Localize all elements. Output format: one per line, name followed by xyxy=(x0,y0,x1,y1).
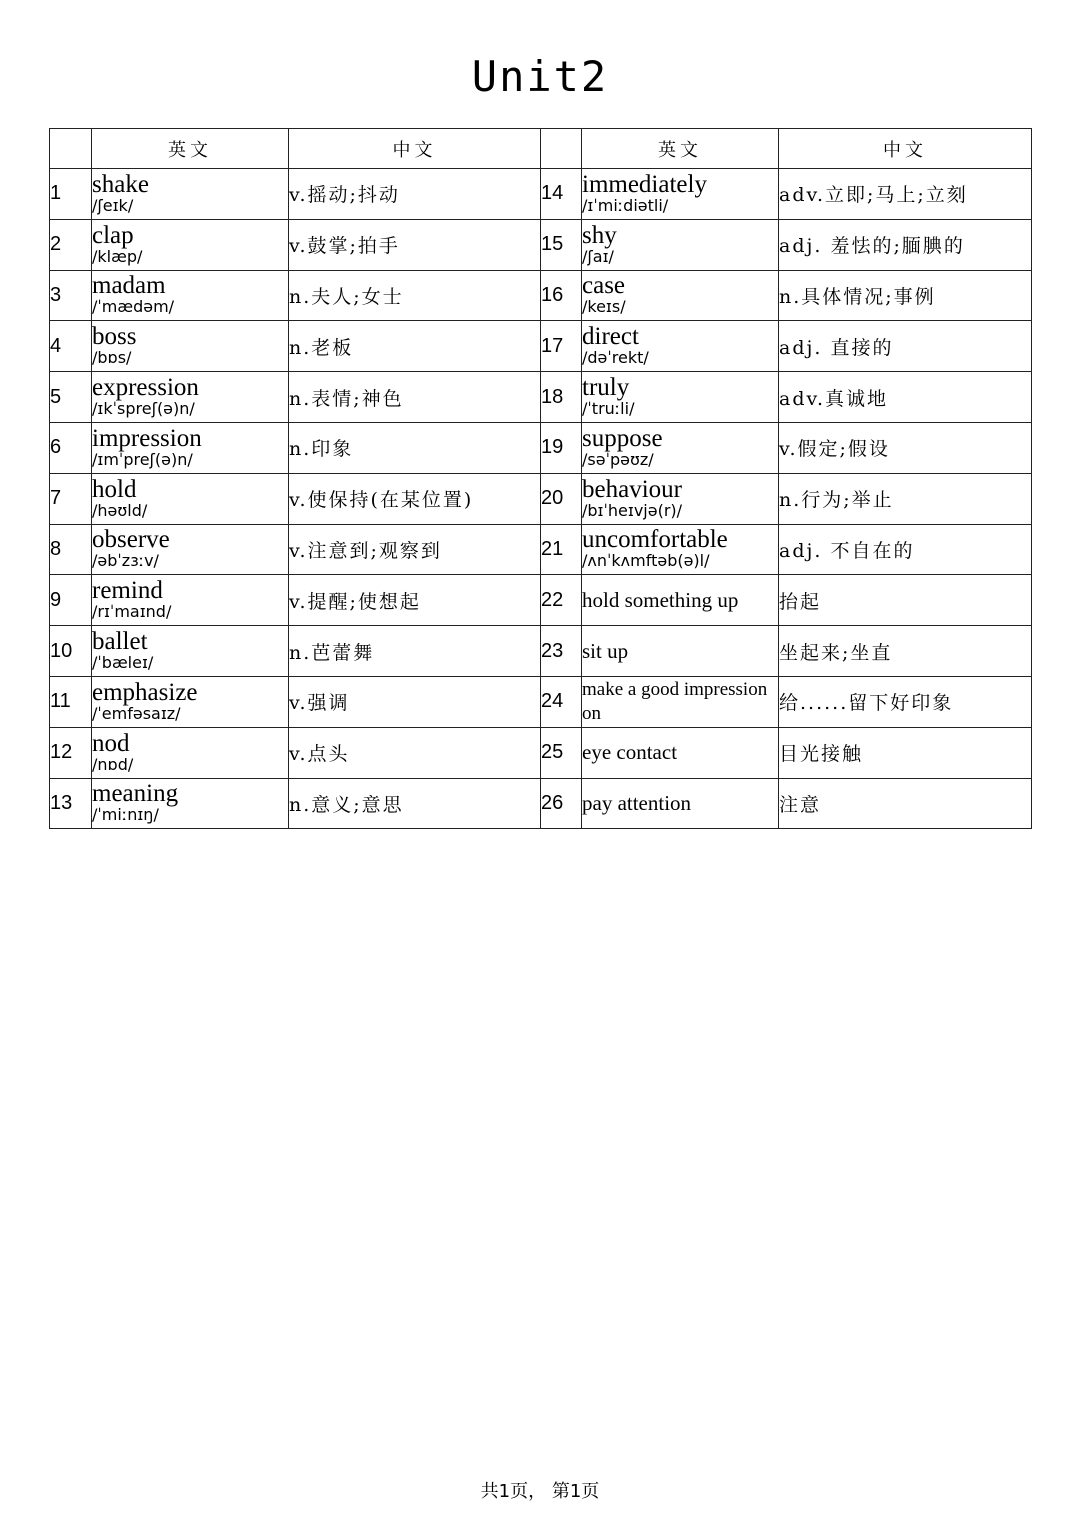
english-cell xyxy=(582,676,779,727)
english-cell xyxy=(92,422,289,473)
row-number: 15 xyxy=(541,219,582,270)
english-word: immediately xyxy=(582,170,707,198)
row-number: 8 xyxy=(50,524,92,575)
phonetic: /ʃeɪk/ xyxy=(92,195,134,215)
english-word: madam xyxy=(92,272,166,300)
phonetic: /rɪˈmaɪnd/ xyxy=(92,602,172,622)
chinese-meaning: v.假定;假设 xyxy=(779,422,1032,473)
chinese-meaning: adv.立即;马上;立刻 xyxy=(779,169,1032,220)
english-cell xyxy=(92,270,289,321)
english-cell xyxy=(92,575,289,626)
phonetic: /dəˈrekt/ xyxy=(582,348,649,368)
table-row xyxy=(50,626,1032,677)
table-row xyxy=(50,372,1032,423)
english-word: hold xyxy=(92,475,137,503)
phonetic: /səˈpəʊz/ xyxy=(582,449,654,469)
english-cell xyxy=(582,270,779,321)
table-row xyxy=(50,575,1032,626)
row-number: 17 xyxy=(541,321,582,372)
english-word: uncomfortable xyxy=(582,526,728,554)
phonetic: /ɪˈmiːdiətli/ xyxy=(582,195,669,215)
english-word: remind xyxy=(92,577,163,605)
row-number: 21 xyxy=(541,524,582,575)
table-row xyxy=(50,473,1032,524)
english-cell xyxy=(92,473,289,524)
header-number-left xyxy=(50,129,92,169)
header-english-right: 英文 xyxy=(582,129,779,169)
row-number: 6 xyxy=(50,422,92,473)
chinese-meaning: v.摇动;抖动 xyxy=(289,169,541,220)
chinese-meaning: n.印象 xyxy=(289,422,541,473)
phonetic: /ɪmˈpreʃ(ə)n/ xyxy=(92,449,193,469)
english-cell xyxy=(582,372,779,423)
chinese-meaning: 给......留下好印象 xyxy=(779,676,1032,727)
row-number: 22 xyxy=(541,575,582,626)
chinese-meaning: 注意 xyxy=(779,778,1032,829)
chinese-meaning: v.使保持(在某位置) xyxy=(289,473,541,524)
row-number: 14 xyxy=(541,169,582,220)
phonetic: /ʌnˈkʌmftəb(ə)l/ xyxy=(582,551,710,571)
phonetic: /ʃaɪ/ xyxy=(582,246,614,266)
table-row xyxy=(50,778,1032,829)
english-word: nod xyxy=(92,729,130,757)
phonetic: /ɪkˈspreʃ(ə)n/ xyxy=(92,399,195,419)
english-cell xyxy=(582,169,779,220)
english-phrase: pay attention xyxy=(582,790,692,815)
table-row xyxy=(50,676,1032,727)
page-footer: 共1页， 第1页 xyxy=(480,1481,600,1502)
english-cell xyxy=(582,321,779,372)
english-cell xyxy=(92,524,289,575)
row-number: 9 xyxy=(50,575,92,626)
english-cell xyxy=(582,778,779,829)
english-cell xyxy=(92,372,289,423)
english-word: suppose xyxy=(582,424,663,452)
chinese-meaning: v.强调 xyxy=(289,676,541,727)
row-number: 7 xyxy=(50,473,92,524)
phonetic: /klæp/ xyxy=(92,246,143,266)
english-cell xyxy=(582,575,779,626)
phonetic: /əbˈzɜːv/ xyxy=(92,551,159,571)
phonetic: /bɒs/ xyxy=(92,348,132,368)
english-cell xyxy=(92,727,289,778)
phonetic: /ˈtruːli/ xyxy=(582,399,635,419)
row-number: 24 xyxy=(541,676,582,727)
english-cell xyxy=(582,219,779,270)
english-word: meaning xyxy=(92,780,179,808)
english-word: shy xyxy=(582,221,617,249)
phonetic: /ˈmædəm/ xyxy=(92,297,175,317)
english-cell xyxy=(582,524,779,575)
table-row xyxy=(50,727,1032,778)
chinese-meaning: v.注意到;观察到 xyxy=(289,524,541,575)
english-word: behaviour xyxy=(582,475,682,503)
english-word: ballet xyxy=(92,628,148,656)
header-chinese-right: 中文 xyxy=(779,129,1032,169)
chinese-meaning: n.夫人;女士 xyxy=(289,270,541,321)
chinese-meaning: adj. 不自在的 xyxy=(779,524,1032,575)
table-row xyxy=(50,321,1032,372)
table-row xyxy=(50,524,1032,575)
chinese-meaning: v.鼓掌;拍手 xyxy=(289,219,541,270)
row-number: 18 xyxy=(541,372,582,423)
page-title: Unit2 xyxy=(471,52,609,101)
chinese-meaning: v.提醒;使想起 xyxy=(289,575,541,626)
english-phrase: sit up xyxy=(582,638,629,663)
english-cell xyxy=(92,169,289,220)
english-phrase: make a good impression on xyxy=(582,678,768,724)
chinese-meaning: 坐起来;坐直 xyxy=(779,626,1032,677)
row-number: 26 xyxy=(541,778,582,829)
english-word: clap xyxy=(92,221,134,249)
chinese-meaning: adj. 羞怯的;腼腆的 xyxy=(779,219,1032,270)
english-cell xyxy=(92,219,289,270)
phonetic: /keɪs/ xyxy=(582,297,626,317)
phonetic: /bɪˈheɪvjə(r)/ xyxy=(582,500,683,520)
english-phrase: hold something up xyxy=(582,587,739,612)
row-number: 23 xyxy=(541,626,582,677)
row-number: 16 xyxy=(541,270,582,321)
row-number: 19 xyxy=(541,422,582,473)
english-phrase: eye contact xyxy=(582,740,678,765)
english-word: truly xyxy=(582,374,630,402)
row-number: 12 xyxy=(50,727,92,778)
chinese-meaning: n.老板 xyxy=(289,321,541,372)
table-row xyxy=(50,219,1032,270)
english-word: expression xyxy=(92,374,199,402)
chinese-meaning: n.行为;举止 xyxy=(779,473,1032,524)
phonetic: /ˈemfəsaɪz/ xyxy=(92,703,181,723)
english-cell xyxy=(92,626,289,677)
vocabulary-table xyxy=(49,128,1032,829)
english-cell xyxy=(582,626,779,677)
row-number: 10 xyxy=(50,626,92,677)
english-word: case xyxy=(582,272,626,300)
phonetic: /nɒd/ xyxy=(92,754,134,774)
chinese-meaning: n.意义;意思 xyxy=(289,778,541,829)
header-number-right xyxy=(541,129,582,169)
table-header-row xyxy=(50,129,1032,169)
phonetic: /ˈmiːnɪŋ/ xyxy=(92,805,159,825)
row-number: 5 xyxy=(50,372,92,423)
table-row xyxy=(50,422,1032,473)
row-number: 3 xyxy=(50,270,92,321)
chinese-meaning: n.表情;神色 xyxy=(289,372,541,423)
english-word: impression xyxy=(92,424,202,452)
row-number: 4 xyxy=(50,321,92,372)
chinese-meaning: n.具体情况;事例 xyxy=(779,270,1032,321)
chinese-meaning: adj. 直接的 xyxy=(779,321,1032,372)
english-cell xyxy=(92,321,289,372)
chinese-meaning: 抬起 xyxy=(779,575,1032,626)
english-word: emphasize xyxy=(92,678,198,706)
table-row xyxy=(50,169,1032,220)
english-cell xyxy=(92,778,289,829)
row-number: 25 xyxy=(541,727,582,778)
english-cell xyxy=(92,676,289,727)
phonetic: /həʊld/ xyxy=(92,500,148,520)
english-word: observe xyxy=(92,526,170,554)
chinese-meaning: n.芭蕾舞 xyxy=(289,626,541,677)
header-chinese-left: 中文 xyxy=(289,129,541,169)
chinese-meaning: 目光接触 xyxy=(779,727,1032,778)
phonetic: /ˈbæleɪ/ xyxy=(92,653,154,673)
chinese-meaning: adv.真诚地 xyxy=(779,372,1032,423)
english-word: shake xyxy=(92,170,149,198)
row-number: 11 xyxy=(50,676,92,727)
english-cell xyxy=(582,473,779,524)
row-number: 1 xyxy=(50,169,92,220)
chinese-meaning: v.点头 xyxy=(289,727,541,778)
table-row xyxy=(50,270,1032,321)
english-cell xyxy=(582,727,779,778)
header-english-left: 英文 xyxy=(92,129,289,169)
row-number: 20 xyxy=(541,473,582,524)
row-number: 13 xyxy=(50,778,92,829)
english-word: boss xyxy=(92,323,137,351)
row-number: 2 xyxy=(50,219,92,270)
english-word: direct xyxy=(582,323,639,351)
english-cell xyxy=(582,422,779,473)
